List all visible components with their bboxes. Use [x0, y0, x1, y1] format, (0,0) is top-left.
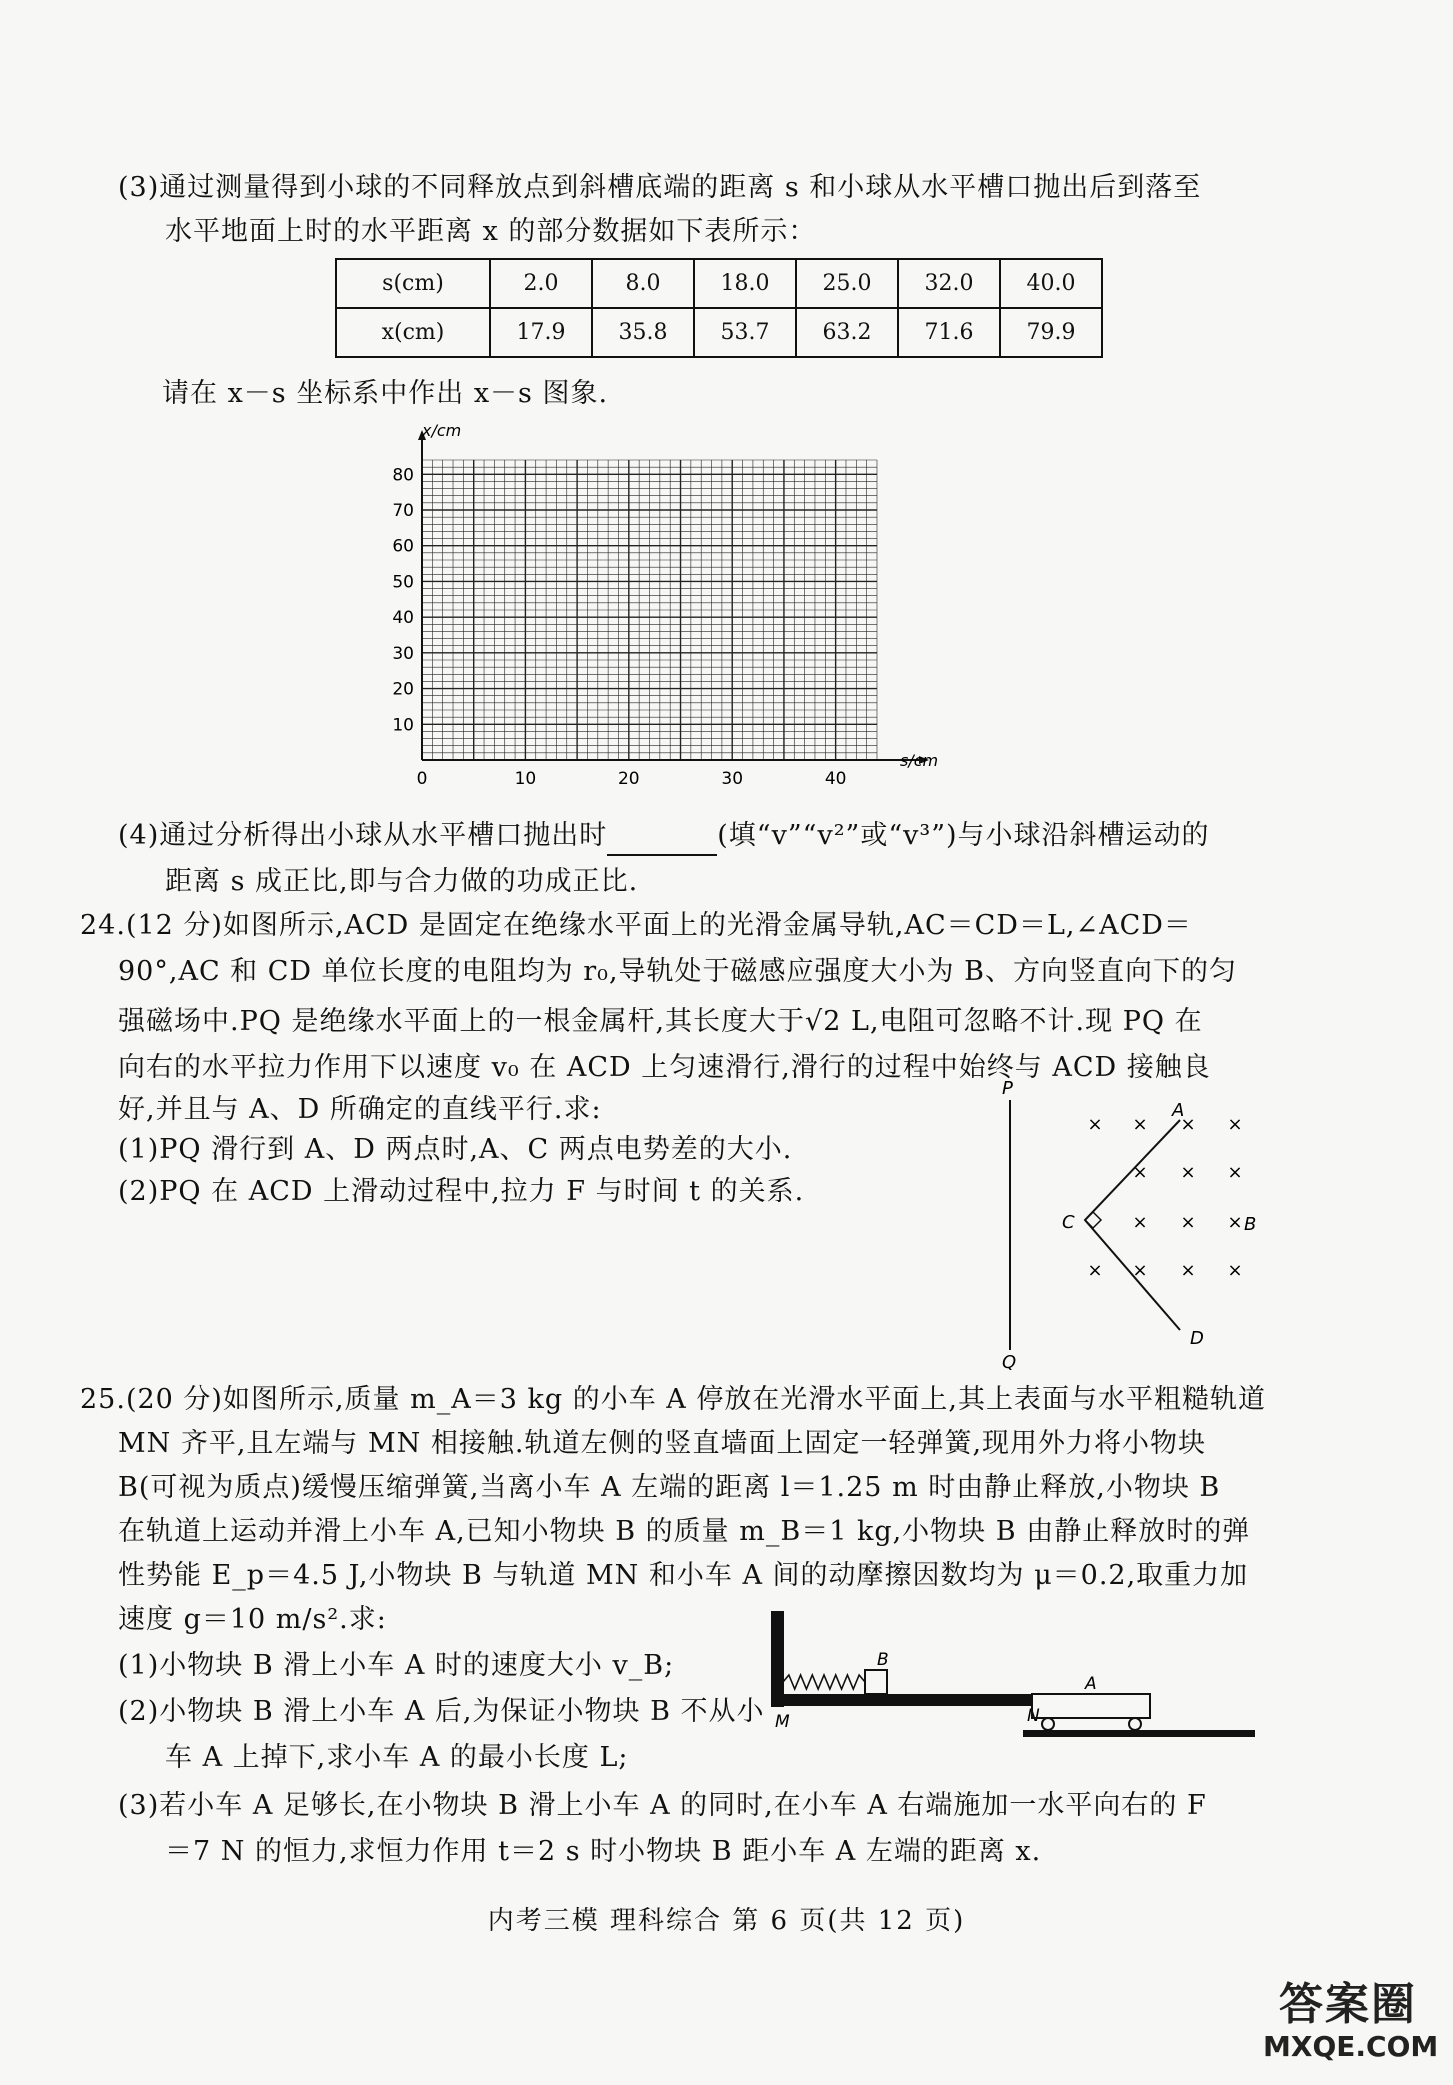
q24-line: 90°,AC 和 CD 单位长度的电阻均为 r₀,导轨处于磁感应强度大小为 B、方向竖直向下的匀 — [118, 956, 1237, 987]
label-b: B — [877, 1650, 889, 1670]
q25-line: (3)若小车 A 足够长,在小物块 B 滑上小车 A 的同时,在小车 A 右端施加一水平向右的 F — [118, 1790, 1207, 1821]
q24-line: (2)PQ 在 ACD 上滑动过程中,拉力 F 与时间 t 的关系. — [118, 1176, 805, 1207]
wheel — [1042, 1718, 1054, 1730]
q25-line: 在轨道上运动并滑上小车 A,已知小物块 B 的质量 m_B＝1 kg,小物块 B 由静止释放时的弹 — [118, 1516, 1251, 1547]
label-c: C — [1062, 1212, 1075, 1233]
wheel — [1129, 1718, 1141, 1730]
plot-instruction: 请在 x－s 坐标系中作出 x－s 图象. — [162, 378, 609, 409]
q24-line: (1)PQ 滑行到 A、D 两点时,A、C 两点电势差的大小. — [118, 1134, 793, 1165]
table-row — [336, 308, 1102, 357]
y-tick-label: 50 — [392, 572, 414, 593]
q25-line: B(可视为质点)缓慢压缩弹簧,当离小车 A 左端的距离 l＝1.25 m 时由静止释放,小物块 B — [118, 1472, 1221, 1503]
row-s-label: s(cm) — [336, 259, 490, 308]
data-table — [335, 258, 1103, 358]
q25-line: 25.(20 分)如图所示,质量 m_A＝3 kg 的小车 A 停放在光滑水平面上,其上表面与水平粗糙轨道 — [80, 1384, 1266, 1415]
q24-line: 向右的水平拉力作用下以速度 v₀ 在 ACD 上匀速滑行,滑行的过程中始终与 ACD 接触良 — [118, 1052, 1211, 1083]
q24-line: 好,并且与 A、D 所确定的直线平行.求: — [118, 1094, 602, 1125]
ground — [1023, 1730, 1255, 1737]
row-x-label: x(cm) — [336, 308, 490, 357]
field-cross: × — [1132, 1162, 1148, 1183]
q25-line: 车 A 上掉下,求小车 A 的最小长度 L; — [165, 1742, 629, 1773]
q4-text-a: (4)通过分析得出小球从水平槽口抛出时 — [118, 820, 608, 851]
label-a: A — [1172, 1100, 1185, 1121]
field-crosses — [1087, 1114, 1242, 1281]
rail-figure — [990, 1080, 1280, 1370]
x-tick-label: 20 — [617, 769, 640, 789]
field-cross: × — [1180, 1260, 1196, 1281]
s-value: 25.0 — [796, 259, 898, 308]
field-cross: × — [1087, 1260, 1103, 1281]
x-tick-label: 0 — [416, 769, 428, 789]
q25-line: (2)小物块 B 滑上小车 A 后,为保证小物块 B 不从小 — [118, 1696, 765, 1727]
label-n: N — [1027, 1706, 1040, 1726]
cart-a — [1032, 1694, 1150, 1718]
track-mn — [783, 1694, 1031, 1706]
x-value: 71.6 — [898, 308, 1000, 357]
q4-line1 — [118, 816, 1210, 856]
q4-line2: 距离 s 成正比,即与合力做的功成正比. — [165, 866, 639, 897]
q25-line: ＝7 N 的恒力,求恒力作用 t＝2 s 时小物块 B 距小车 A 左端的距离 x. — [165, 1836, 1042, 1867]
y-tick-label: 80 — [392, 465, 414, 486]
x-axis-label: s/cm — [900, 751, 939, 770]
y-tick-label: 40 — [392, 608, 414, 629]
label-b: B — [1244, 1214, 1257, 1235]
field-cross: × — [1132, 1212, 1148, 1233]
s-value: 40.0 — [1000, 259, 1102, 308]
field-cross: × — [1227, 1260, 1243, 1281]
cart-figure — [765, 1605, 1265, 1740]
y-tick-label: 10 — [392, 715, 414, 736]
label-p: P — [1002, 1080, 1013, 1099]
q3-line2: 水平地面上时的水平距离 x 的部分数据如下表所示： — [165, 216, 817, 247]
y-tick-label: 30 — [392, 643, 414, 664]
q25-line: MN 齐平,且左端与 MN 相接触.轨道左侧的竖直墙面上固定一轻弹簧,现用外力将小物块 — [118, 1428, 1207, 1459]
y-axis-label: x/cm — [422, 421, 462, 440]
q3-line1: (3)通过测量得到小球的不同释放点到斜槽底端的距离 s 和小球从水平槽口抛出后到落至 — [118, 172, 1202, 203]
right-angle-mark — [1085, 1212, 1101, 1228]
spring — [783, 1675, 865, 1689]
q25-line: 性势能 E_p＝4.5 J,小物块 B 与轨道 MN 和小车 A 间的动摩擦因数均为 μ＝0.2,取重力加 — [118, 1560, 1249, 1591]
y-tick-label: 60 — [392, 536, 414, 557]
field-cross: × — [1132, 1260, 1148, 1281]
q25-line: (1)小物块 B 滑上小车 A 时的速度大小 v_B; — [118, 1650, 675, 1681]
field-cross: × — [1180, 1212, 1196, 1233]
tick-labels — [392, 465, 846, 789]
label-m: M — [775, 1712, 790, 1732]
q24-line: 24.(12 分)如图所示,ACD 是固定在绝缘水平面上的光滑金属导轨,AC＝CD＝L,∠ACD＝ — [80, 910, 1192, 941]
s-value: 2.0 — [490, 259, 592, 308]
q4-text-b: (填“v”“v²”或“v³”)与小球沿斜槽运动的 — [717, 820, 1210, 851]
field-cross: × — [1087, 1114, 1103, 1135]
x-value: 63.2 — [796, 308, 898, 357]
block-b — [865, 1670, 887, 1694]
field-cross: × — [1180, 1162, 1196, 1183]
watermark-bottom: MXQE.COM — [1263, 2030, 1439, 2063]
x-value: 79.9 — [1000, 308, 1102, 357]
q25-line: 速度 g＝10 m/s².求: — [118, 1604, 387, 1635]
wall — [771, 1611, 783, 1707]
field-cross: × — [1227, 1114, 1243, 1135]
x-value: 35.8 — [592, 308, 694, 357]
y-tick-label: 20 — [392, 679, 414, 700]
answer-blank[interactable] — [607, 826, 717, 856]
field-cross: × — [1227, 1212, 1243, 1233]
label-a: A — [1085, 1674, 1097, 1694]
s-value: 32.0 — [898, 259, 1000, 308]
x-value: 53.7 — [694, 308, 796, 357]
s-value: 8.0 — [592, 259, 694, 308]
x-tick-label: 30 — [721, 769, 744, 789]
grid-lines — [422, 460, 877, 760]
table-row — [336, 259, 1102, 308]
watermark — [1263, 1979, 1439, 2075]
page-footer: 内考三模 理科综合 第 6 页(共 12 页) — [487, 1906, 966, 1936]
x-value: 17.9 — [490, 308, 592, 357]
label-q: Q — [1002, 1352, 1017, 1370]
s-value: 18.0 — [694, 259, 796, 308]
label-d: D — [1190, 1328, 1204, 1349]
x-tick-label: 10 — [514, 769, 537, 789]
field-cross: × — [1132, 1114, 1148, 1135]
y-tick-label: 70 — [392, 501, 414, 521]
xs-graph — [370, 410, 970, 810]
field-cross: × — [1227, 1162, 1243, 1183]
field-cross: × — [1180, 1114, 1196, 1135]
q24-line: 强磁场中.PQ 是绝缘水平面上的一根金属杆,其长度大于√2 L,电阻可忽略不计.现 PQ 在 — [118, 1006, 1203, 1037]
watermark-top: 答案圈 — [1279, 1979, 1417, 2030]
x-tick-label: 40 — [824, 769, 847, 789]
